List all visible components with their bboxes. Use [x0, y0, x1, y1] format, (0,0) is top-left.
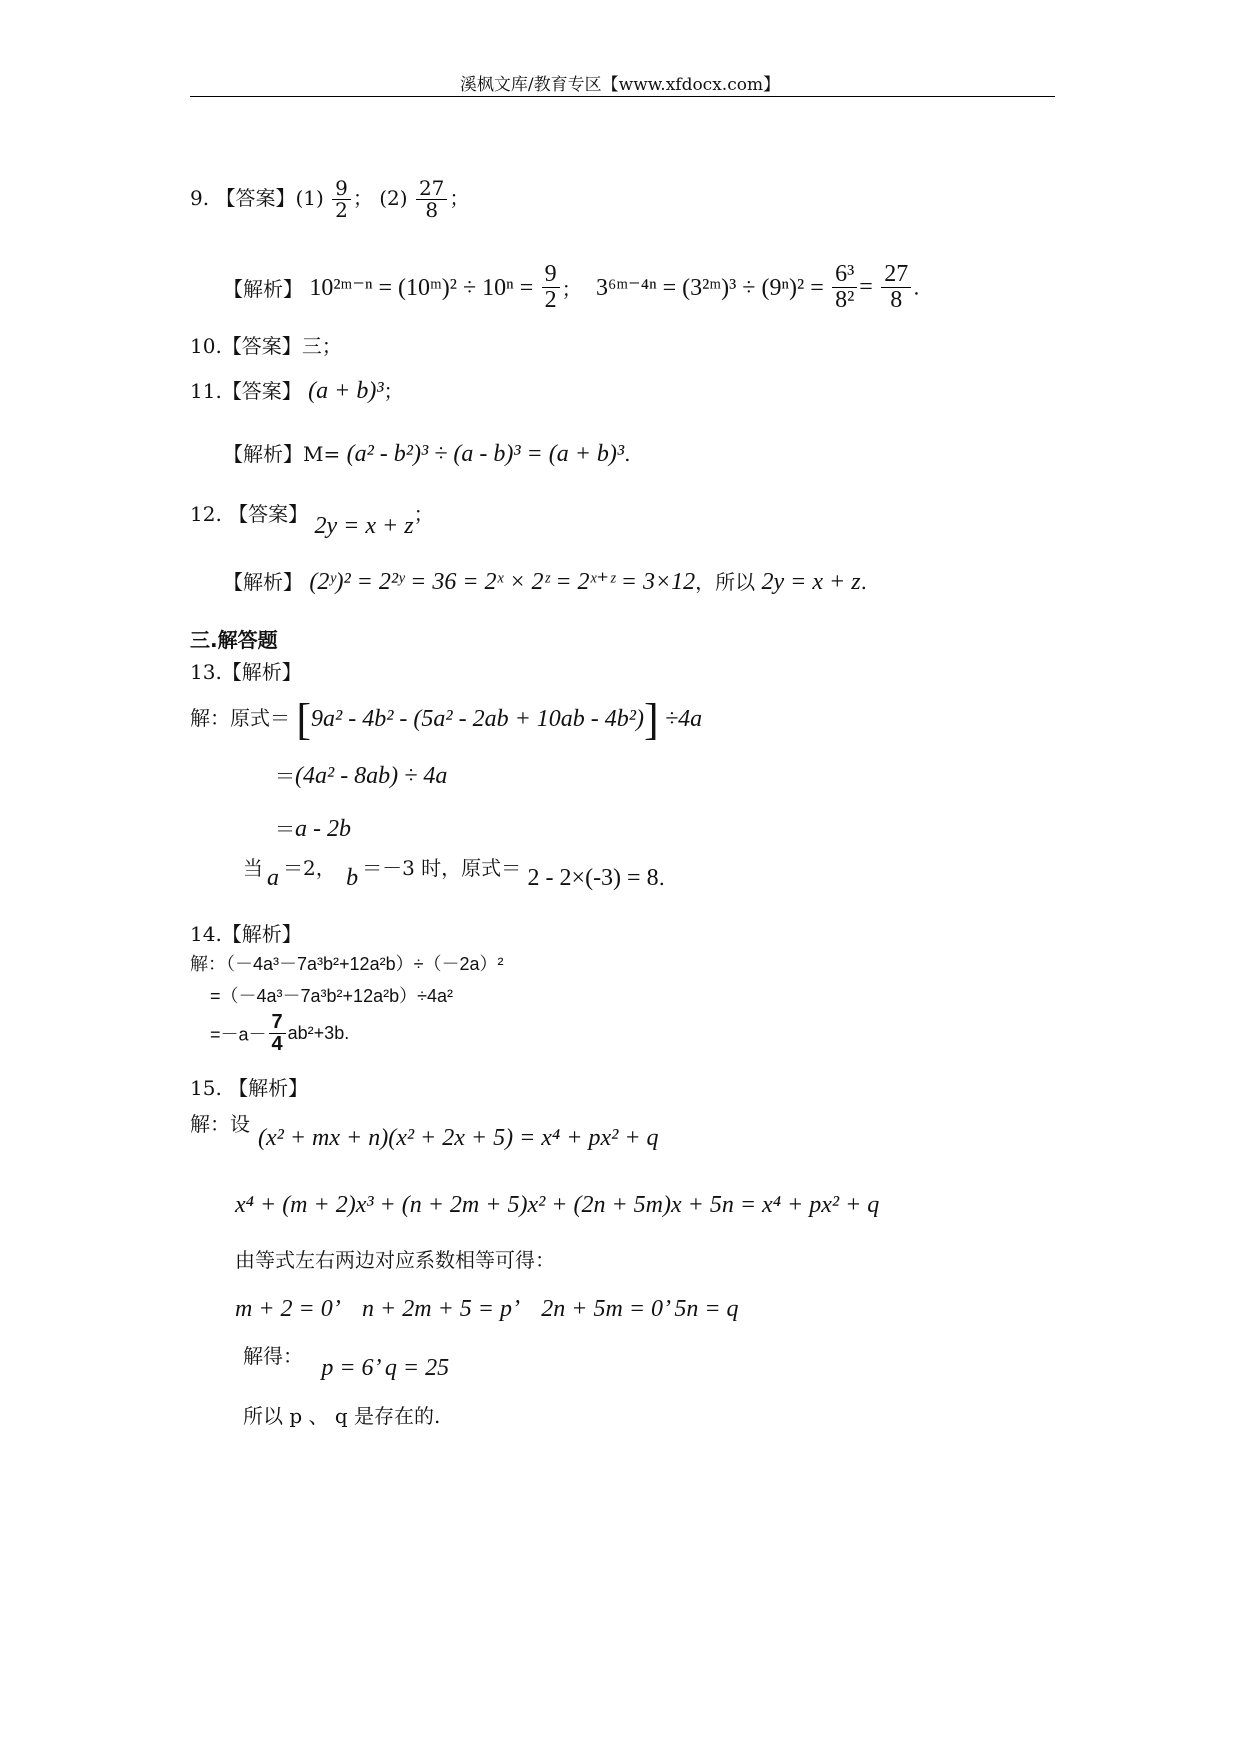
q13-line2-expr: (4a² - 8ab) ÷ 4a — [295, 763, 448, 789]
q11-answer-tag: 【答案】 — [221, 379, 302, 403]
q14-line-3 — [210, 1012, 349, 1055]
q13-line1-inner: 9a² - 4b² - (5a² - 2ab + 10ab - 4b²) — [311, 706, 644, 732]
denominator: 4 — [271, 1033, 283, 1055]
q10-answer-text: 三； — [301, 334, 342, 358]
q12-number: 12. — [190, 502, 222, 526]
q9-expr-1: 10²ᵐ⁻ⁿ = (10ᵐ)² ÷ 10ⁿ = — [309, 275, 534, 302]
q10-answer-tag: 【答案】 — [221, 334, 302, 358]
q12-analysis-expr: (2ʸ)² = 2²ʸ = 36 = 2ˣ × 2ᶻ = 2ˣ⁺ᶻ = 3×12 — [309, 569, 696, 595]
q9-expr-2: 3⁶ᵐ⁻⁴ⁿ = (3²ᵐ)³ ÷ (9ⁿ)² = — [595, 275, 824, 302]
q13-eq-3: ＝ — [275, 817, 295, 841]
q14-line3-end: ab²+3b. — [287, 1023, 350, 1043]
q10-number: 10. — [190, 334, 222, 358]
q13-a-var: a — [267, 865, 279, 891]
header-rule — [190, 96, 1055, 97]
q12-answer-expr: 2y = x + z — [314, 513, 414, 539]
q13-heading: 13.【解析】 — [190, 660, 302, 684]
q11-number: 11. — [190, 379, 222, 403]
q15-equation-4: p = 6’ q = 25 — [321, 1355, 450, 1381]
q15-equation-3: m + 2 = 0’ n + 2m + 5 = p’ 2n + 5m = 0’ 5n = q — [235, 1296, 739, 1322]
denominator: 8 — [890, 287, 903, 314]
q9-fraction-3 — [542, 262, 560, 313]
denominator: 8² — [835, 287, 855, 314]
q9-answer-line — [190, 178, 469, 221]
q9-fraction-5 — [881, 262, 911, 313]
q12-conclusion: 2y = x + z — [761, 569, 861, 595]
q12-mid-text: ，所以 — [695, 570, 756, 594]
q11-answer-line — [190, 375, 404, 405]
page-header: 溪枫文库/教育专区【www.xfdocx.com】 — [459, 75, 781, 95]
numerator: 27 — [416, 178, 447, 200]
q13-line1-tail: ÷4a — [664, 706, 703, 732]
denominator: 2 — [335, 198, 348, 222]
q13-prefix: 解：原式＝ — [190, 706, 290, 730]
q12-answer-tag: 【答案】 — [228, 502, 309, 526]
q11-end: ； — [383, 379, 404, 403]
q14-heading: 14.【解析】 — [190, 922, 302, 946]
q13-line-1 — [190, 694, 702, 745]
q11-m-label: M= — [303, 442, 341, 466]
q11-analysis-line — [223, 438, 630, 468]
q13-a-val: ＝2， — [283, 856, 336, 880]
q14-line-1 — [190, 950, 503, 976]
q14-line1-expr: （－4a³－7a³b²+12a²b）÷（－2a）² — [226, 954, 504, 974]
q13-result: 2 - 2×(-3) = 8 — [527, 865, 659, 891]
q15-heading: 15. 【解析】 — [190, 1076, 309, 1100]
q9-number: 9. — [190, 186, 210, 210]
q15-solve-label: 解得： — [243, 1344, 303, 1368]
q13-eq-2: ＝ — [275, 764, 295, 788]
q9-dot: . — [913, 275, 920, 300]
section-title: 三.解答题 — [190, 628, 278, 652]
q9-end: ； — [449, 186, 470, 210]
q14-line-2: =（－4a³－7a³b²+12a²b）÷4a² — [210, 986, 453, 1006]
q15-prefix: 解：设 — [190, 1112, 250, 1136]
q13-line-4 — [243, 852, 665, 891]
q15-equation-2: x⁴ + (m + 2)x³ + (n + 2m + 5)x² + (2n + 5m)x + 5n = x⁴ + px² + q — [235, 1192, 880, 1218]
q11-dot: . — [624, 442, 631, 466]
numerator: 9 — [332, 178, 351, 200]
q12-analysis-line — [223, 566, 867, 596]
q15-equation-1: (x² + mx + n)(x² + 2x + 5) = x⁴ + px² + q — [258, 1125, 659, 1151]
q13-line3-expr: a - 2b — [295, 816, 351, 842]
numerator: 7 — [269, 1012, 286, 1034]
q9-part2-label: (2) — [379, 186, 408, 210]
q13-line-2 — [275, 760, 447, 790]
q15-solve-line — [243, 1340, 450, 1381]
q12-analysis-tag: 【解析】 — [223, 570, 303, 594]
numerator: 9 — [542, 262, 560, 288]
q9-fraction-2 — [416, 178, 447, 221]
q12-answer-line — [190, 498, 434, 539]
q13-bracket-open: [ — [296, 695, 312, 744]
numerator: 27 — [881, 262, 911, 288]
q9-fraction-1 — [332, 178, 351, 221]
q9-analysis-tag: 【解析】 — [223, 277, 303, 302]
q9-fraction-4 — [832, 262, 857, 313]
q11-analysis-expr: (a² - b²)³ ÷ (a - b)³ = (a + b)³ — [346, 441, 625, 467]
q15-line-1 — [190, 1108, 250, 1137]
q14-line3-start: =－a－ — [210, 1024, 267, 1045]
q9-analysis-line — [223, 262, 920, 313]
q12-dot: . — [860, 570, 867, 594]
numerator: 6³ — [832, 262, 857, 288]
q13-when: 当 — [243, 856, 263, 880]
q12-end: ； — [413, 502, 434, 526]
q14-prefix: 解： — [190, 954, 226, 974]
q13-bracket-close: ] — [643, 695, 659, 744]
q11-answer-expr: (a + b)³ — [308, 378, 384, 404]
q10-answer-line — [190, 330, 342, 359]
q15-text-1: 由等式左右两边对应系数相等可得： — [235, 1248, 555, 1272]
q13-b-var: b — [346, 865, 359, 891]
denominator: 8 — [425, 198, 439, 222]
denominator: 2 — [544, 287, 557, 314]
q9-equals: = — [859, 274, 873, 301]
q14-fraction — [269, 1012, 286, 1055]
q9-answer-tag: 【答案】 — [215, 186, 296, 210]
q13-line-3 — [275, 813, 351, 843]
q13-b-val: ＝－3 时，原式＝ — [362, 856, 522, 880]
q9-part1-label: (1) — [295, 186, 324, 210]
q13-dot: . — [658, 866, 665, 890]
q9-separator: ； — [352, 186, 373, 210]
q9-semicolon: ； — [561, 277, 582, 302]
q11-analysis-tag: 【解析】 — [223, 442, 303, 466]
q15-conclusion: 所以 p 、 q 是存在的. — [243, 1404, 441, 1428]
